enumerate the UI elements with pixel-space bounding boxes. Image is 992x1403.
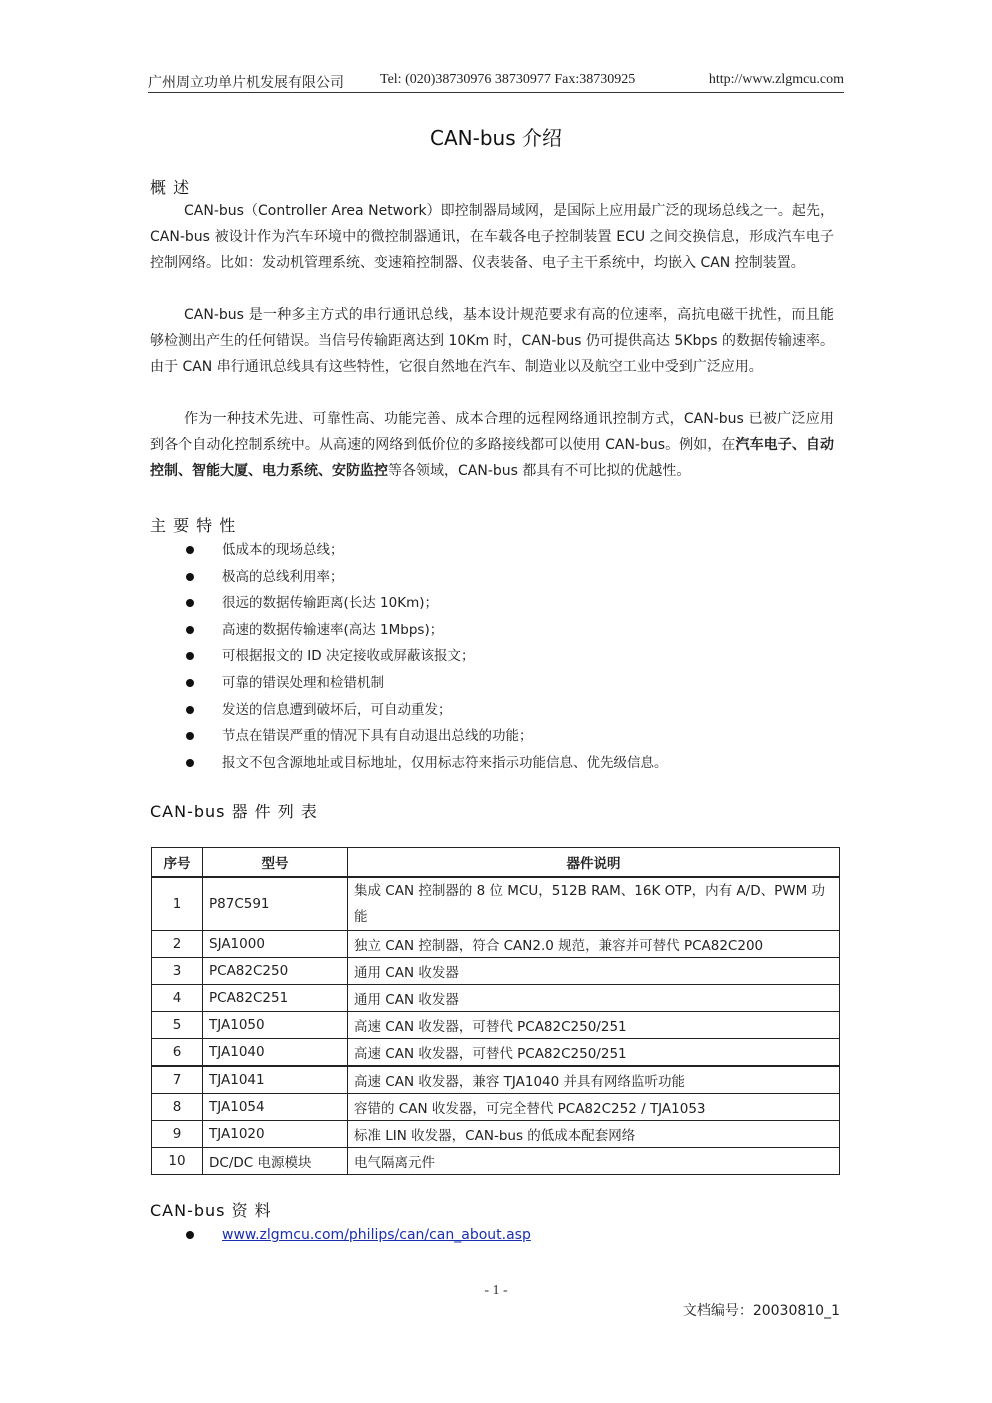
- table-row: [152, 1094, 840, 1121]
- bullet-icon: [186, 599, 194, 607]
- list-item: [150, 1222, 840, 1248]
- column-header-no: 序号: [152, 848, 203, 878]
- cell-no: 10: [152, 1148, 203, 1175]
- overview-paragraph-1: CAN-bus（Controller Area Network）即控制器局域网，是国际上应用最广泛的现场总线之一。起先，CAN-bus 被设计作为汽车环境中的微控制器通讯，在车载各电子控制装置 ECU 之间交换信息，形成汽车电子控制网络。比如：发动机管理系统、变速箱控制器、仪表装备、电子主干系统中，均嵌入 CAN 控制装置。: [150, 203, 834, 271]
- list-item: [150, 590, 840, 617]
- cell-model: DC/DC 电源模块: [203, 1148, 348, 1175]
- list-item: [150, 697, 840, 724]
- cell-no: 4: [152, 985, 203, 1012]
- cell-description: 电气隔离元件: [348, 1148, 840, 1175]
- table-row: [152, 1066, 840, 1094]
- cell-no: 7: [152, 1066, 203, 1094]
- column-header-model: 型号: [203, 848, 348, 878]
- list-item: [150, 723, 840, 750]
- list-item: [150, 643, 840, 670]
- bullet-icon: [186, 759, 194, 767]
- overview-paragraph-2: CAN-bus 是一种多主方式的串行通讯总线，基本设计规范要求有高的位速率，高抗电磁干扰性，而且能够检测出产生的任何错误。当信号传输距离达到 10Km 时，CAN-bus 仍可提供高达 5Kbps 的数据传输速率。由于 CAN 串行通讯总线具有这些特性，它很自然地在汽车、制造业以及航空工业中受到广泛应用。: [150, 307, 834, 375]
- bullet-icon: [186, 1231, 194, 1239]
- header-url: http://www.zlgmcu.com: [708, 72, 844, 87]
- resources-heading: CAN-bus 资 料: [150, 1201, 272, 1220]
- features-heading: 主 要 特 性: [150, 516, 237, 535]
- table-row: [152, 877, 840, 931]
- cell-description: 通用 CAN 收发器: [348, 958, 840, 985]
- table-row: [152, 931, 840, 958]
- table-row: [152, 985, 840, 1012]
- column-header-description: 器件说明: [348, 848, 840, 878]
- feature-text: 高速的数据传输速率(高达 1Mbps)；: [222, 621, 444, 638]
- cell-model: PCA82C251: [203, 985, 348, 1012]
- cell-no: 3: [152, 958, 203, 985]
- cell-description: 标准 LIN 收发器，CAN-bus 的低成本配套网络: [348, 1121, 840, 1148]
- overview-p3-end: 等各领域，CAN-bus 都具有不可比拟的优越性。: [388, 463, 691, 479]
- cell-no: 5: [152, 1012, 203, 1039]
- cell-description: 高速 CAN 收发器，可替代 PCA82C250/251: [348, 1012, 840, 1039]
- bullet-icon: [186, 573, 194, 581]
- list-item: [150, 617, 840, 644]
- cell-description: 独立 CAN 控制器，符合 CAN2.0 规范，兼容并可替代 PCA82C200: [348, 931, 840, 958]
- cell-model: TJA1041: [203, 1066, 348, 1094]
- bullet-icon: [186, 626, 194, 634]
- cell-no: 9: [152, 1121, 203, 1148]
- cell-model: PCA82C250: [203, 958, 348, 985]
- header-divider: [148, 92, 844, 93]
- bullet-icon: [186, 546, 194, 554]
- cell-model: TJA1040: [203, 1039, 348, 1067]
- cell-no: 2: [152, 931, 203, 958]
- cell-model: TJA1050: [203, 1012, 348, 1039]
- cell-model: SJA1000: [203, 931, 348, 958]
- cell-no: 1: [152, 877, 203, 931]
- bullet-icon: [186, 706, 194, 714]
- feature-text: 低成本的现场总线；: [222, 542, 344, 558]
- page-header: [148, 68, 844, 92]
- list-item: [150, 670, 840, 697]
- cell-no: 6: [152, 1039, 203, 1067]
- feature-text: 节点在错误严重的情况下具有自动退出总线的功能；: [222, 728, 533, 745]
- cell-description: 高速 CAN 收发器，可替代 PCA82C250/251: [348, 1039, 840, 1067]
- document-number: 文档编号：20030810_1: [682, 1303, 840, 1319]
- table-row: [152, 1121, 840, 1148]
- table-header-row: [152, 848, 840, 878]
- overview-heading: 概 述: [150, 178, 191, 197]
- cell-model: P87C591: [203, 877, 348, 931]
- feature-text: 报文不包含源地址或目标地址，仅用标志符来指示功能信息、优先级信息。: [222, 754, 668, 771]
- resources-list: [150, 1222, 840, 1248]
- cell-description: 集成 CAN 控制器的 8 位 MCU，512B RAM、16K OTP，内有 A/D、PWM 功能: [348, 877, 840, 931]
- table-row: [152, 958, 840, 985]
- feature-text: 可根据报文的 ID 决定接收或屏蔽该报文；: [222, 648, 475, 665]
- feature-text: 可靠的错误处理和检错机制: [222, 674, 384, 691]
- overview-p3-start: 作为一种技术先进、可靠性高、功能完善、成本合理的远程网络通讯控制方式，CAN-bus 已被广泛应用到各个自动化控制系统中。从高速的网络到低价位的多路接线都可以使用 CAN-bus。例如，在: [150, 411, 834, 453]
- overview-paragraph-3: [150, 406, 834, 484]
- list-item: [150, 537, 840, 564]
- cell-description: 通用 CAN 收发器: [348, 985, 840, 1012]
- list-item: [150, 750, 840, 777]
- devices-heading: CAN-bus 器 件 列 表: [150, 802, 318, 821]
- list-item: [150, 564, 840, 591]
- feature-text: 发送的信息遭到破坏后，可自动重发；: [222, 701, 452, 718]
- devices-table: [151, 847, 840, 1175]
- header-contact: Tel: (020)38730976 38730977 Fax:38730925: [380, 72, 636, 87]
- cell-no: 8: [152, 1094, 203, 1121]
- document-title: CAN-bus 介绍: [430, 126, 562, 150]
- cell-model: TJA1054: [203, 1094, 348, 1121]
- features-list: [150, 537, 840, 776]
- cell-model: TJA1020: [203, 1121, 348, 1148]
- bullet-icon: [186, 679, 194, 687]
- page-number: - 1 -: [484, 1283, 508, 1298]
- overview-p3-bold: 汽车电子、自动控制、智能大厦、电力系统、安防监控: [150, 437, 834, 479]
- feature-text: 很远的数据传输距离(长达 10Km)；: [222, 595, 439, 612]
- table-row: [152, 1012, 840, 1039]
- header-company: 广州周立功单片机发展有限公司: [148, 76, 344, 91]
- table-row: [152, 1039, 840, 1067]
- table-row: [152, 1148, 840, 1175]
- bullet-icon: [186, 652, 194, 660]
- resource-link[interactable]: www.zlgmcu.com/philips/can/can_about.asp: [222, 1227, 531, 1243]
- cell-description: 容错的 CAN 收发器，可完全替代 PCA82C252 / TJA1053: [348, 1094, 840, 1121]
- bullet-icon: [186, 732, 194, 740]
- cell-description: 高速 CAN 收发器，兼容 TJA1040 并具有网络监听功能: [348, 1066, 840, 1094]
- feature-text: 极高的总线利用率；: [222, 568, 344, 585]
